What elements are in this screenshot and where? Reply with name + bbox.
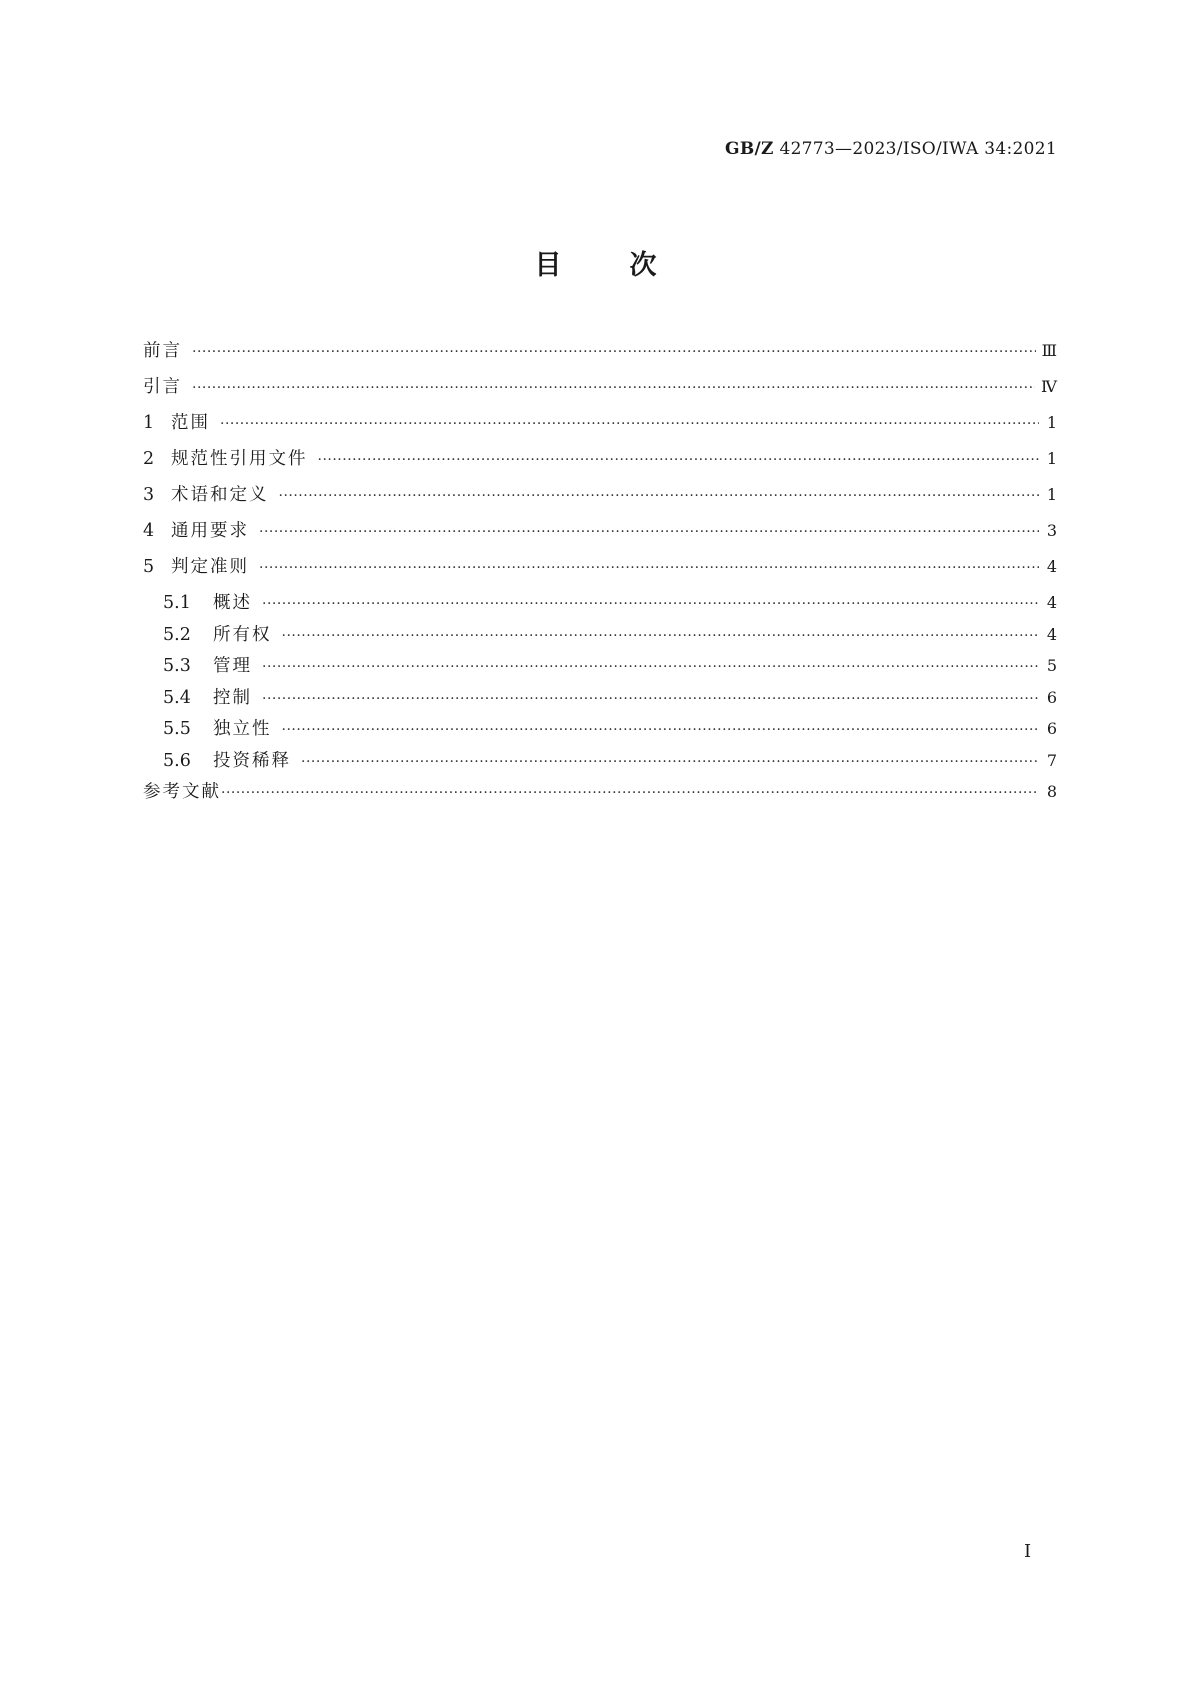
toc-label: 参考文献 (143, 782, 221, 802)
toc-number: 5.6 (163, 750, 191, 771)
toc-leader (259, 560, 1039, 576)
toc-entry-foreword[interactable] (143, 337, 1057, 373)
toc-leader (192, 344, 1036, 360)
toc-page: 6 (1046, 687, 1057, 707)
toc-page: 1 (1046, 413, 1057, 432)
toc-page: 8 (1046, 782, 1057, 801)
toc-label: 范围 (171, 413, 210, 433)
toc-entry-5-4[interactable] (143, 684, 1057, 716)
toc-leader (301, 754, 1039, 770)
title-char-2: 次 (629, 250, 657, 281)
toc-leader (318, 452, 1040, 468)
toc-page: 4 (1046, 593, 1057, 612)
toc-page: 5 (1046, 656, 1057, 675)
toc-label: 所有权 (213, 624, 272, 645)
toc-leader (259, 524, 1039, 540)
toc-page: 7 (1046, 750, 1057, 770)
toc-leader (282, 722, 1040, 738)
toc-number: 5 (143, 557, 155, 577)
toc-page: 1 (1046, 449, 1057, 468)
toc-number: 5.4 (163, 687, 191, 708)
toc-page: 4 (1046, 557, 1057, 576)
toc-number: 4 (143, 521, 155, 541)
toc-leader (220, 416, 1039, 432)
document-header (725, 139, 1057, 159)
toc-entry-5-6[interactable] (143, 747, 1057, 779)
toc-page: 3 (1046, 521, 1057, 540)
toc-entry-5-2[interactable] (143, 621, 1057, 653)
toc-number: 5.5 (163, 719, 191, 739)
toc-page: 6 (1046, 719, 1057, 738)
toc-leader (221, 785, 1039, 801)
toc-page: 4 (1046, 624, 1057, 644)
toc-leader (282, 628, 1040, 644)
toc-number: 2 (143, 449, 155, 469)
page-number: Ⅰ (1024, 1541, 1032, 1562)
toc-entry-5-1[interactable] (143, 589, 1057, 621)
toc-number: 1 (143, 413, 155, 433)
toc-label: 管理 (213, 656, 252, 676)
standard-number: 42773—2023/ISO/IWA 34:2021 (779, 139, 1057, 159)
toc-label: 规范性引用文件 (171, 449, 308, 469)
toc-entry-introduction[interactable] (143, 373, 1057, 409)
toc-entry-3[interactable] (143, 481, 1057, 517)
toc-entry-4[interactable] (143, 517, 1057, 553)
toc-entry-5-5[interactable] (143, 715, 1057, 747)
title-char-1: 目 (534, 250, 562, 281)
toc-entry-2[interactable] (143, 445, 1057, 481)
toc-entry-5[interactable] (143, 553, 1057, 589)
table-of-contents (143, 337, 1057, 808)
toc-label: 通用要求 (171, 521, 249, 541)
toc-entry-5-3[interactable] (143, 652, 1057, 684)
toc-label: 概述 (213, 593, 252, 613)
toc-entry-bibliography[interactable] (143, 778, 1057, 808)
toc-label: 术语和定义 (171, 485, 269, 505)
toc-leader (279, 488, 1040, 504)
toc-number: 5.2 (163, 624, 191, 645)
toc-label: 独立性 (213, 719, 272, 739)
toc-entry-1[interactable] (143, 409, 1057, 445)
toc-leader (192, 380, 1035, 396)
toc-number: 5.3 (163, 656, 191, 676)
toc-label: 引言 (143, 377, 182, 397)
toc-number: 5.1 (163, 593, 191, 613)
toc-label: 投资稀释 (213, 750, 291, 771)
toc-page: Ⅲ (1041, 341, 1057, 360)
toc-leader (262, 691, 1039, 707)
standard-code: GB/Z (725, 139, 774, 159)
toc-leader (262, 596, 1039, 612)
page-title (0, 243, 1191, 282)
toc-page: 1 (1046, 485, 1057, 504)
toc-label: 判定准则 (171, 557, 249, 577)
toc-leader (262, 659, 1039, 675)
toc-label: 前言 (143, 341, 182, 361)
toc-label: 控制 (213, 687, 252, 708)
toc-page: Ⅳ (1041, 377, 1057, 396)
toc-number: 3 (143, 485, 155, 505)
